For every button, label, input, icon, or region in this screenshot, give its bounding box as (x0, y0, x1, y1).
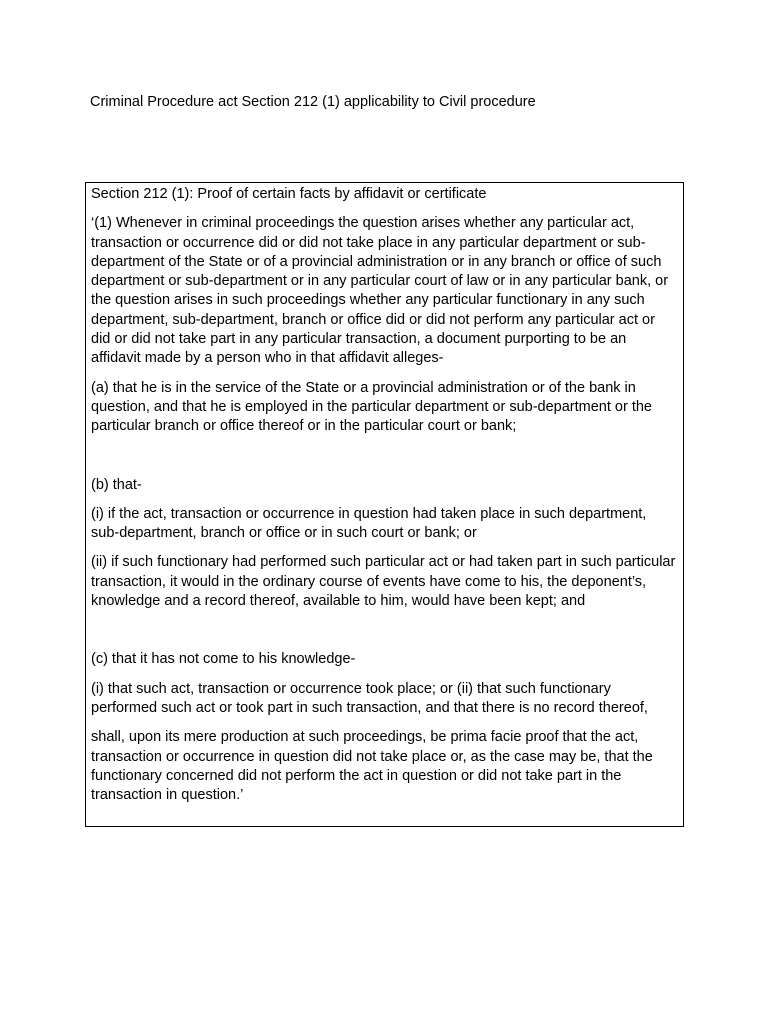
paragraph-b-i: (i) if the act, transaction or occurrence in question had taken place in such department, sub-department, branch or office or in such court or bank; or (91, 505, 647, 542)
paragraph-spacer (91, 621, 677, 650)
paragraph-b-ii: (ii) if such functionary had performed such particular act or had taken part in such particular transaction, it would in the ordinary course of events have come to his, the deponent’s, knowledge and a record thereof, available to him, would have been kept; and (91, 554, 676, 610)
paragraph-b: (b) that- (91, 476, 142, 493)
paragraph-spacer (91, 447, 677, 476)
concluding-paragraph: shall, upon its mere production at such proceedings, be prima facie proof that the act, transaction or occurrence in question did not take place or, as the case may be, that the functionary concerned did not perform the act in question or did not take part in the transaction in question.’ (91, 729, 653, 804)
paragraph-c: (c) that it has not come to his knowledge- (91, 651, 356, 668)
paragraph-c-i: (i) that such act, transaction or occurrence took place; or (ii) that such functionary performed such act or took part in such transaction, and that there is no record thereof, (91, 680, 648, 716)
section-heading: Section 212 (1): Proof of certain facts by affidavit or certificate (91, 186, 487, 202)
section-intro-paragraph: ‘(1) Whenever in criminal proceedings the question arises whether any particular act, transaction or occurrence did or did not take place in any particular department or sub-department of the State or of a provincial administration or in any branch or office of such department or sub-department or in any particular court of law or in any particular bank, or the question arises in such proceedings whether any particular functionary in any such department, sub-department, branch or office did or did not perform any particular act or did or did not take part in any particular transaction, a document purporting to be an affidavit made by a person who in that affidavit alleges- (91, 215, 669, 367)
paragraph-a: (a) that he is in the service of the State or a provincial administration or of the bank in question, and that he is employed in the particular department or sub-department or the particular branch or office thereof or in the particular court or bank; (91, 379, 652, 435)
document-title: Criminal Procedure act Section 212 (1) applicability to Civil procedure (90, 94, 536, 110)
statute-quote-box (85, 182, 684, 827)
